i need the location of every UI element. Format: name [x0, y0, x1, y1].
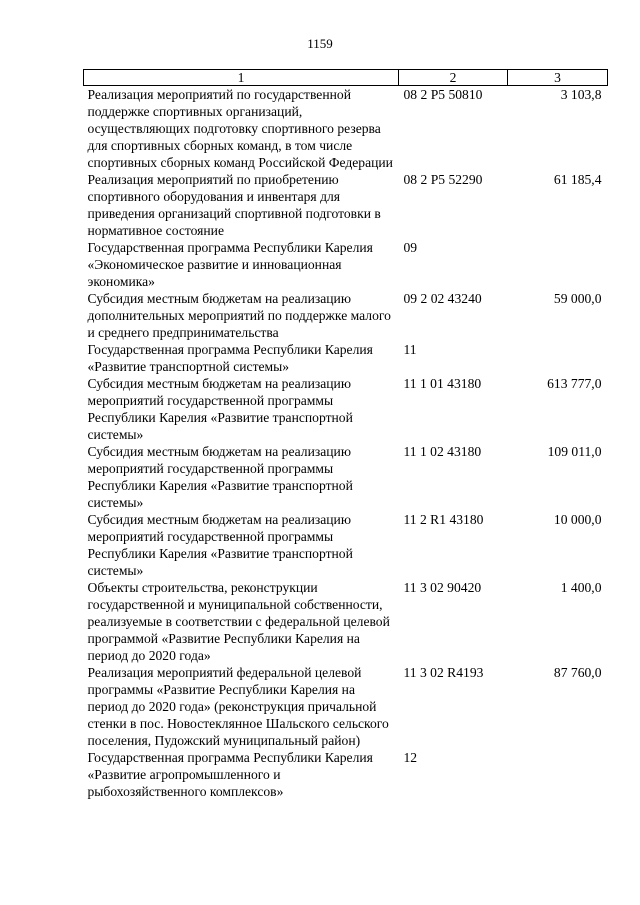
row-code: 11 1 01 43180 [403, 376, 482, 391]
row-code: 09 [403, 240, 418, 255]
column-header-2: 2 [399, 70, 508, 86]
row-amount [508, 239, 608, 290]
row-amount: 59 000,0 [553, 291, 602, 306]
row-code: 11 2 R1 43180 [403, 512, 484, 527]
row-description: Субсидия местным бюджетам на реализацию мероприятий государственной программы Республики Карелия «Развитие транспортной системы» [87, 376, 353, 442]
table-row [84, 375, 608, 443]
row-description: Реализация мероприятий по государственной поддержке спортивных организаций, осуществляющих подготовку спортивного резерва для спортивных сборных команд, в том числе спортивных сборных команд Российской Федерации [87, 87, 393, 170]
table-row [84, 239, 608, 290]
row-amount: 61 185,4 [553, 172, 602, 187]
row-code: 12 [403, 750, 418, 765]
table-row [84, 579, 608, 664]
table-row [84, 443, 608, 511]
table-row [84, 290, 608, 341]
row-code: 08 2 P5 50810 [403, 87, 483, 102]
row-description: Субсидия местным бюджетам на реализацию мероприятий государственной программы Республики Карелия «Развитие транспортной системы» [87, 512, 353, 578]
table-row [84, 341, 608, 375]
row-code: 11 3 02 90420 [403, 580, 482, 595]
table-row [84, 86, 608, 172]
table-row [84, 749, 608, 800]
row-description: Субсидия местным бюджетам на реализацию мероприятий государственной программы Республики Карелия «Развитие транспортной системы» [87, 444, 353, 510]
table-row [84, 511, 608, 579]
row-code: 09 2 02 43240 [403, 291, 482, 306]
row-description: Государственная программа Республики Карелия «Экономическое развитие и инновационная экономика» [87, 240, 373, 289]
table-row [84, 664, 608, 749]
row-amount: 1 400,0 [560, 580, 602, 595]
row-code: 11 3 02 R4193 [403, 665, 484, 680]
row-description: Объекты строительства, реконструкции государственной и муниципальной собственности, реализуемые в соответствии с федеральной целевой программой «Развитие Республики Карелия на период до 2020 года» [87, 580, 390, 663]
row-description: Реализация мероприятий федеральной целевой программы «Развитие Республики Карелия на период до 2020 года» (реконструкция причальной стенки в пос. Новостеклянное Шальского сельского поселения, Пудожский муниципальный район) [87, 665, 389, 748]
row-amount: 10 000,0 [553, 512, 602, 527]
row-amount: 87 760,0 [553, 665, 602, 680]
page-number: 1159 [307, 36, 333, 51]
row-code: 11 [403, 342, 417, 357]
row-description: Реализация мероприятий по приобретению спортивного оборудования и инвентаря для приведения организаций спортивной подготовки в нормативное состояние [87, 172, 381, 238]
column-header-3: 3 [508, 70, 608, 86]
row-description: Государственная программа Республики Карелия «Развитие транспортной системы» [87, 342, 373, 374]
column-header-1: 1 [84, 70, 399, 86]
row-amount [508, 749, 608, 800]
row-description: Государственная программа Республики Карелия «Развитие агропромышленного и рыбохозяйственного комплексов» [87, 750, 373, 799]
budget-table [83, 69, 608, 800]
table-header-row [84, 70, 608, 86]
row-amount: 613 777,0 [547, 376, 602, 391]
row-code: 11 1 02 43180 [403, 444, 482, 459]
row-amount [508, 341, 608, 375]
row-amount: 3 103,8 [560, 87, 602, 102]
row-description: Субсидия местным бюджетам на реализацию дополнительных мероприятий по поддержке малого и среднего предпринимательства [87, 291, 391, 340]
row-amount: 109 011,0 [547, 444, 602, 459]
row-code: 08 2 P5 52290 [403, 172, 483, 187]
table-row [84, 171, 608, 239]
